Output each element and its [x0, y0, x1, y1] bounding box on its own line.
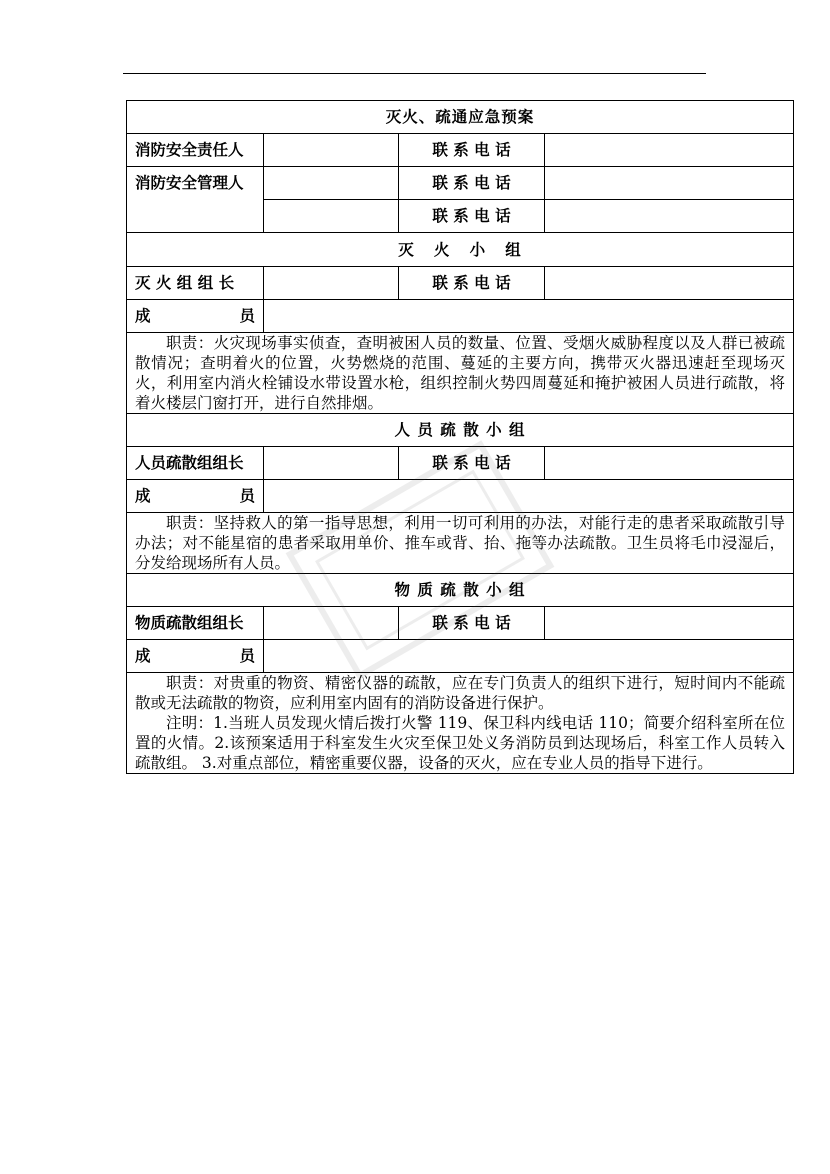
evacuation-team-duty: 职责：坚持救人的第一指导思想，利用一切可利用的办法，对能行走的患者采取疏散引导办法；对不能星宿的患者采取用单价、推车或背、抬、拖等办法疏散。卫生员将毛巾浸湿后，分发给现场所有人员。 [127, 513, 794, 574]
evacuation-team-contact-label: 联 系 电 话 [399, 447, 545, 480]
responsible-contact-value[interactable] [545, 134, 794, 167]
fire-team-leader-row [127, 267, 794, 300]
fire-team-members-value[interactable] [264, 300, 794, 333]
materials-team-members-label: 成员 [127, 640, 264, 673]
materials-team-leader-label: 物质疏散组组长 [127, 607, 264, 640]
evacuation-team-duty-row [127, 513, 794, 574]
responsible-contact-label: 联 系 电 话 [399, 134, 545, 167]
fire-safety-manager-value-2[interactable] [264, 200, 399, 233]
materials-team-leader-value[interactable] [264, 607, 399, 640]
plan-note: 注明：1.当班人员发现火情后拨打火警 119、保卫科内线电话 110；简要介绍科室所在位置的火情。2.该预案适用于科室发生火灾至保卫处义务消防员到达现场后，科室工作人员转入疏散组。 3.对重点部位，精密重要仪器，设备的灭火，应在专业人员的指导下进行。 [135, 714, 786, 772]
fire-team-duty: 职责：火灾现场事实侦查，查明被困人员的数量、位置、受烟火威胁程度以及人群已被疏散情况；查明着火的位置，火势燃烧的范围、蔓延的主要方向，携带灭火器迅速赶至现场灭火，利用室内消火栓铺设水带设置水枪，组织控制火势四周蔓延和掩护被困人员进行疏散，将着火楼层门窗打开，进行自然排烟。 [127, 333, 794, 414]
manager-contact-label-1: 联 系 电 话 [399, 167, 545, 200]
fire-team-members-row [127, 300, 794, 333]
fire-team-leader-label: 灭 火 组 组 长 [127, 267, 264, 300]
materials-team-duty-row [127, 673, 794, 774]
evacuation-team-members-value[interactable] [264, 480, 794, 513]
fire-safety-manager-label: 消防安全管理人 [127, 167, 264, 233]
materials-team-contact-label: 联 系 电 话 [399, 607, 545, 640]
materials-team-duty-cell [127, 673, 794, 774]
emergency-plan-table [126, 100, 794, 774]
manager-contact-value-2[interactable] [545, 200, 794, 233]
materials-team-title-row [127, 574, 794, 607]
evacuation-team-leader-value[interactable] [264, 447, 399, 480]
fire-team-title-row [127, 233, 794, 267]
manager-contact-value-1[interactable] [545, 167, 794, 200]
fire-team-contact-value[interactable] [545, 267, 794, 300]
fire-safety-manager-value-1[interactable] [264, 167, 399, 200]
fire-team-title: 灭 火 小 组 [127, 233, 794, 267]
fire-team-members-label: 成员 [127, 300, 264, 333]
evacuation-team-title: 人 员 疏 散 小 组 [127, 414, 794, 447]
fire-safety-responsible-value[interactable] [264, 134, 399, 167]
evacuation-team-members-label: 成员 [127, 480, 264, 513]
plan-title-row [127, 101, 794, 134]
materials-team-contact-value[interactable] [545, 607, 794, 640]
header-rule [123, 73, 706, 74]
evacuation-team-leader-row [127, 447, 794, 480]
evacuation-team-leader-label: 人员疏散组组长 [127, 447, 264, 480]
materials-team-title: 物 质 疏 散 小 组 [127, 574, 794, 607]
materials-team-leader-row [127, 607, 794, 640]
plan-title: 灭火、疏通应急预案 [127, 101, 794, 134]
materials-team-members-row [127, 640, 794, 673]
fire-team-contact-label: 联 系 电 话 [399, 267, 545, 300]
manager-contact-label-2: 联 系 电 话 [399, 200, 545, 233]
manager-row-1 [127, 167, 794, 200]
fire-team-leader-value[interactable] [264, 267, 399, 300]
fire-safety-responsible-label: 消防安全责任人 [127, 134, 264, 167]
fire-team-duty-row [127, 333, 794, 414]
materials-team-duty: 职责：对贵重的物资、精密仪器的疏散，应在专门负责人的组织下进行，短时间内不能疏散或无法疏散的物资，应利用室内固有的消防设备进行保护。 [135, 674, 786, 712]
evacuation-team-contact-value[interactable] [545, 447, 794, 480]
evacuation-team-title-row [127, 414, 794, 447]
responsible-row [127, 134, 794, 167]
evacuation-team-members-row [127, 480, 794, 513]
materials-team-members-value[interactable] [264, 640, 794, 673]
